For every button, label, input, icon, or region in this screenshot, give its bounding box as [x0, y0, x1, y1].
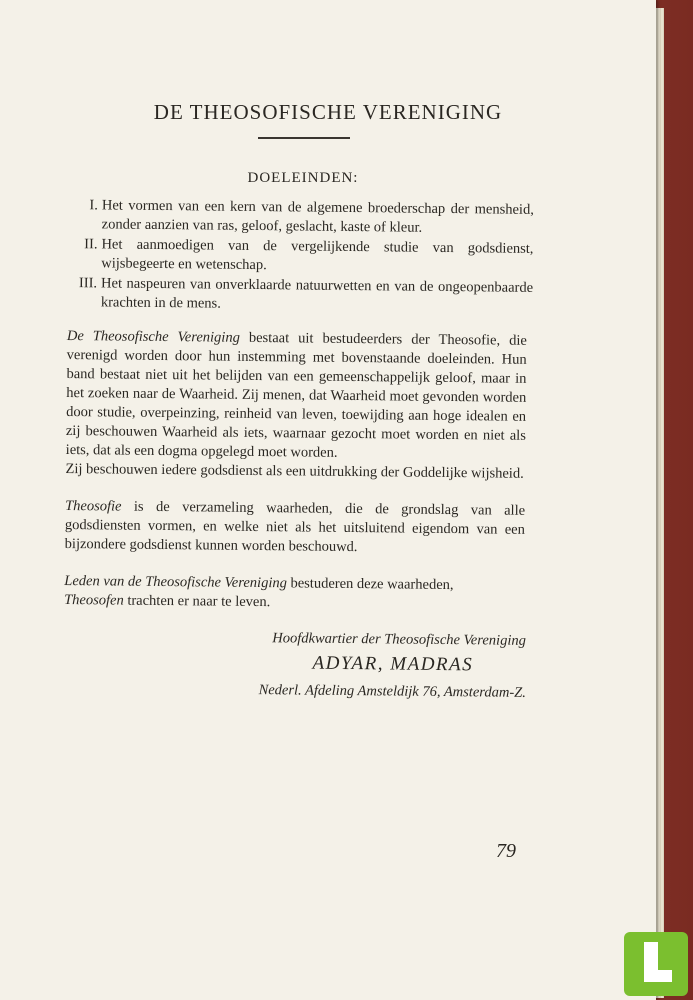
title-rule — [258, 137, 350, 139]
paragraph-text: Zij beschouwen iedere godsdienst als een uitdrukking der Goddelijke wijsheid. — [65, 460, 524, 482]
objectives-list — [63, 196, 534, 318]
section-heading: DOELEINDEN: — [247, 170, 359, 186]
signature-location: ADYAR, MADRAS — [312, 652, 474, 676]
logo-letter-foot — [644, 970, 672, 982]
page-number: 79 — [496, 840, 516, 862]
objective-number: II. — [84, 236, 98, 253]
lastdodo-logo-icon — [624, 932, 688, 996]
paragraph-text: bestuderen deze waarheden, — [286, 575, 454, 594]
body-text — [64, 327, 527, 633]
signature-address: Nederl. Afdeling Amsteldijk 76, Amsterdam-Z. — [258, 682, 526, 701]
paragraph-theosophy — [65, 497, 526, 559]
italic-term: Theosofie — [65, 497, 122, 515]
objective-text: Het naspeuren van onverklaarde natuurwetten en van de ongeopenbaarde krachten in de mens. — [100, 275, 534, 312]
list-item — [64, 196, 534, 239]
objective-number: I. — [89, 197, 98, 214]
italic-term: De Theosofische Vereniging — [66, 327, 240, 346]
paragraph-religion — [65, 460, 525, 484]
list-item — [63, 235, 533, 278]
objective-text: Het vormen van een kern van de algemene broederschap der mensheid, zonder aanzien van ras, geloof, geslacht, kaste of kleur. — [101, 197, 534, 236]
paragraph-society — [66, 327, 527, 465]
objective-number: III. — [78, 275, 98, 292]
paragraph-members — [64, 572, 524, 615]
paragraph-text: trachten er naar te leven. — [123, 592, 271, 611]
italic-term: Theosofen — [64, 591, 124, 609]
italic-term: Leden van de Theosofische Vereniging — [64, 572, 287, 592]
page-title: DE THEOSOFISCHE VERENIGING — [153, 100, 503, 124]
paragraph-text: is de verzameling waarheden, die de grondslag van alle godsdiensten vormen, en welke niet als het uitsluitend eigendom van een bijzondere godsdienst kunnen worden beschouwd. — [64, 498, 526, 556]
paragraph-text: bestaat uit bestudeerders der Theosofie, die verenigd worden door hun instemming met bovenstaande doeleinden. Hun band bestaat niet uit het belijden van een gemeenschappelijk geloof, maar in het zoeken naar de Waarheid. Zij menen, dat Waarheid moet gevonden worden door studie, overpeinzing, reinheid van leven, toewijding aan hoge idealen en zij beschouwen Waarheid als iets, waarnaar gezocht moet worden en niet als iets, dat als een dogma opgelegd moet worden. — [65, 329, 527, 461]
objective-text: Het aanmoedigen van de vergelijkende studie van godsdienst, wijsbegeerte en wetenschap. — [101, 236, 534, 274]
list-item — [63, 274, 533, 317]
signature-headquarters: Hoofdkwartier der Theosofische Vereniging — [272, 630, 526, 649]
